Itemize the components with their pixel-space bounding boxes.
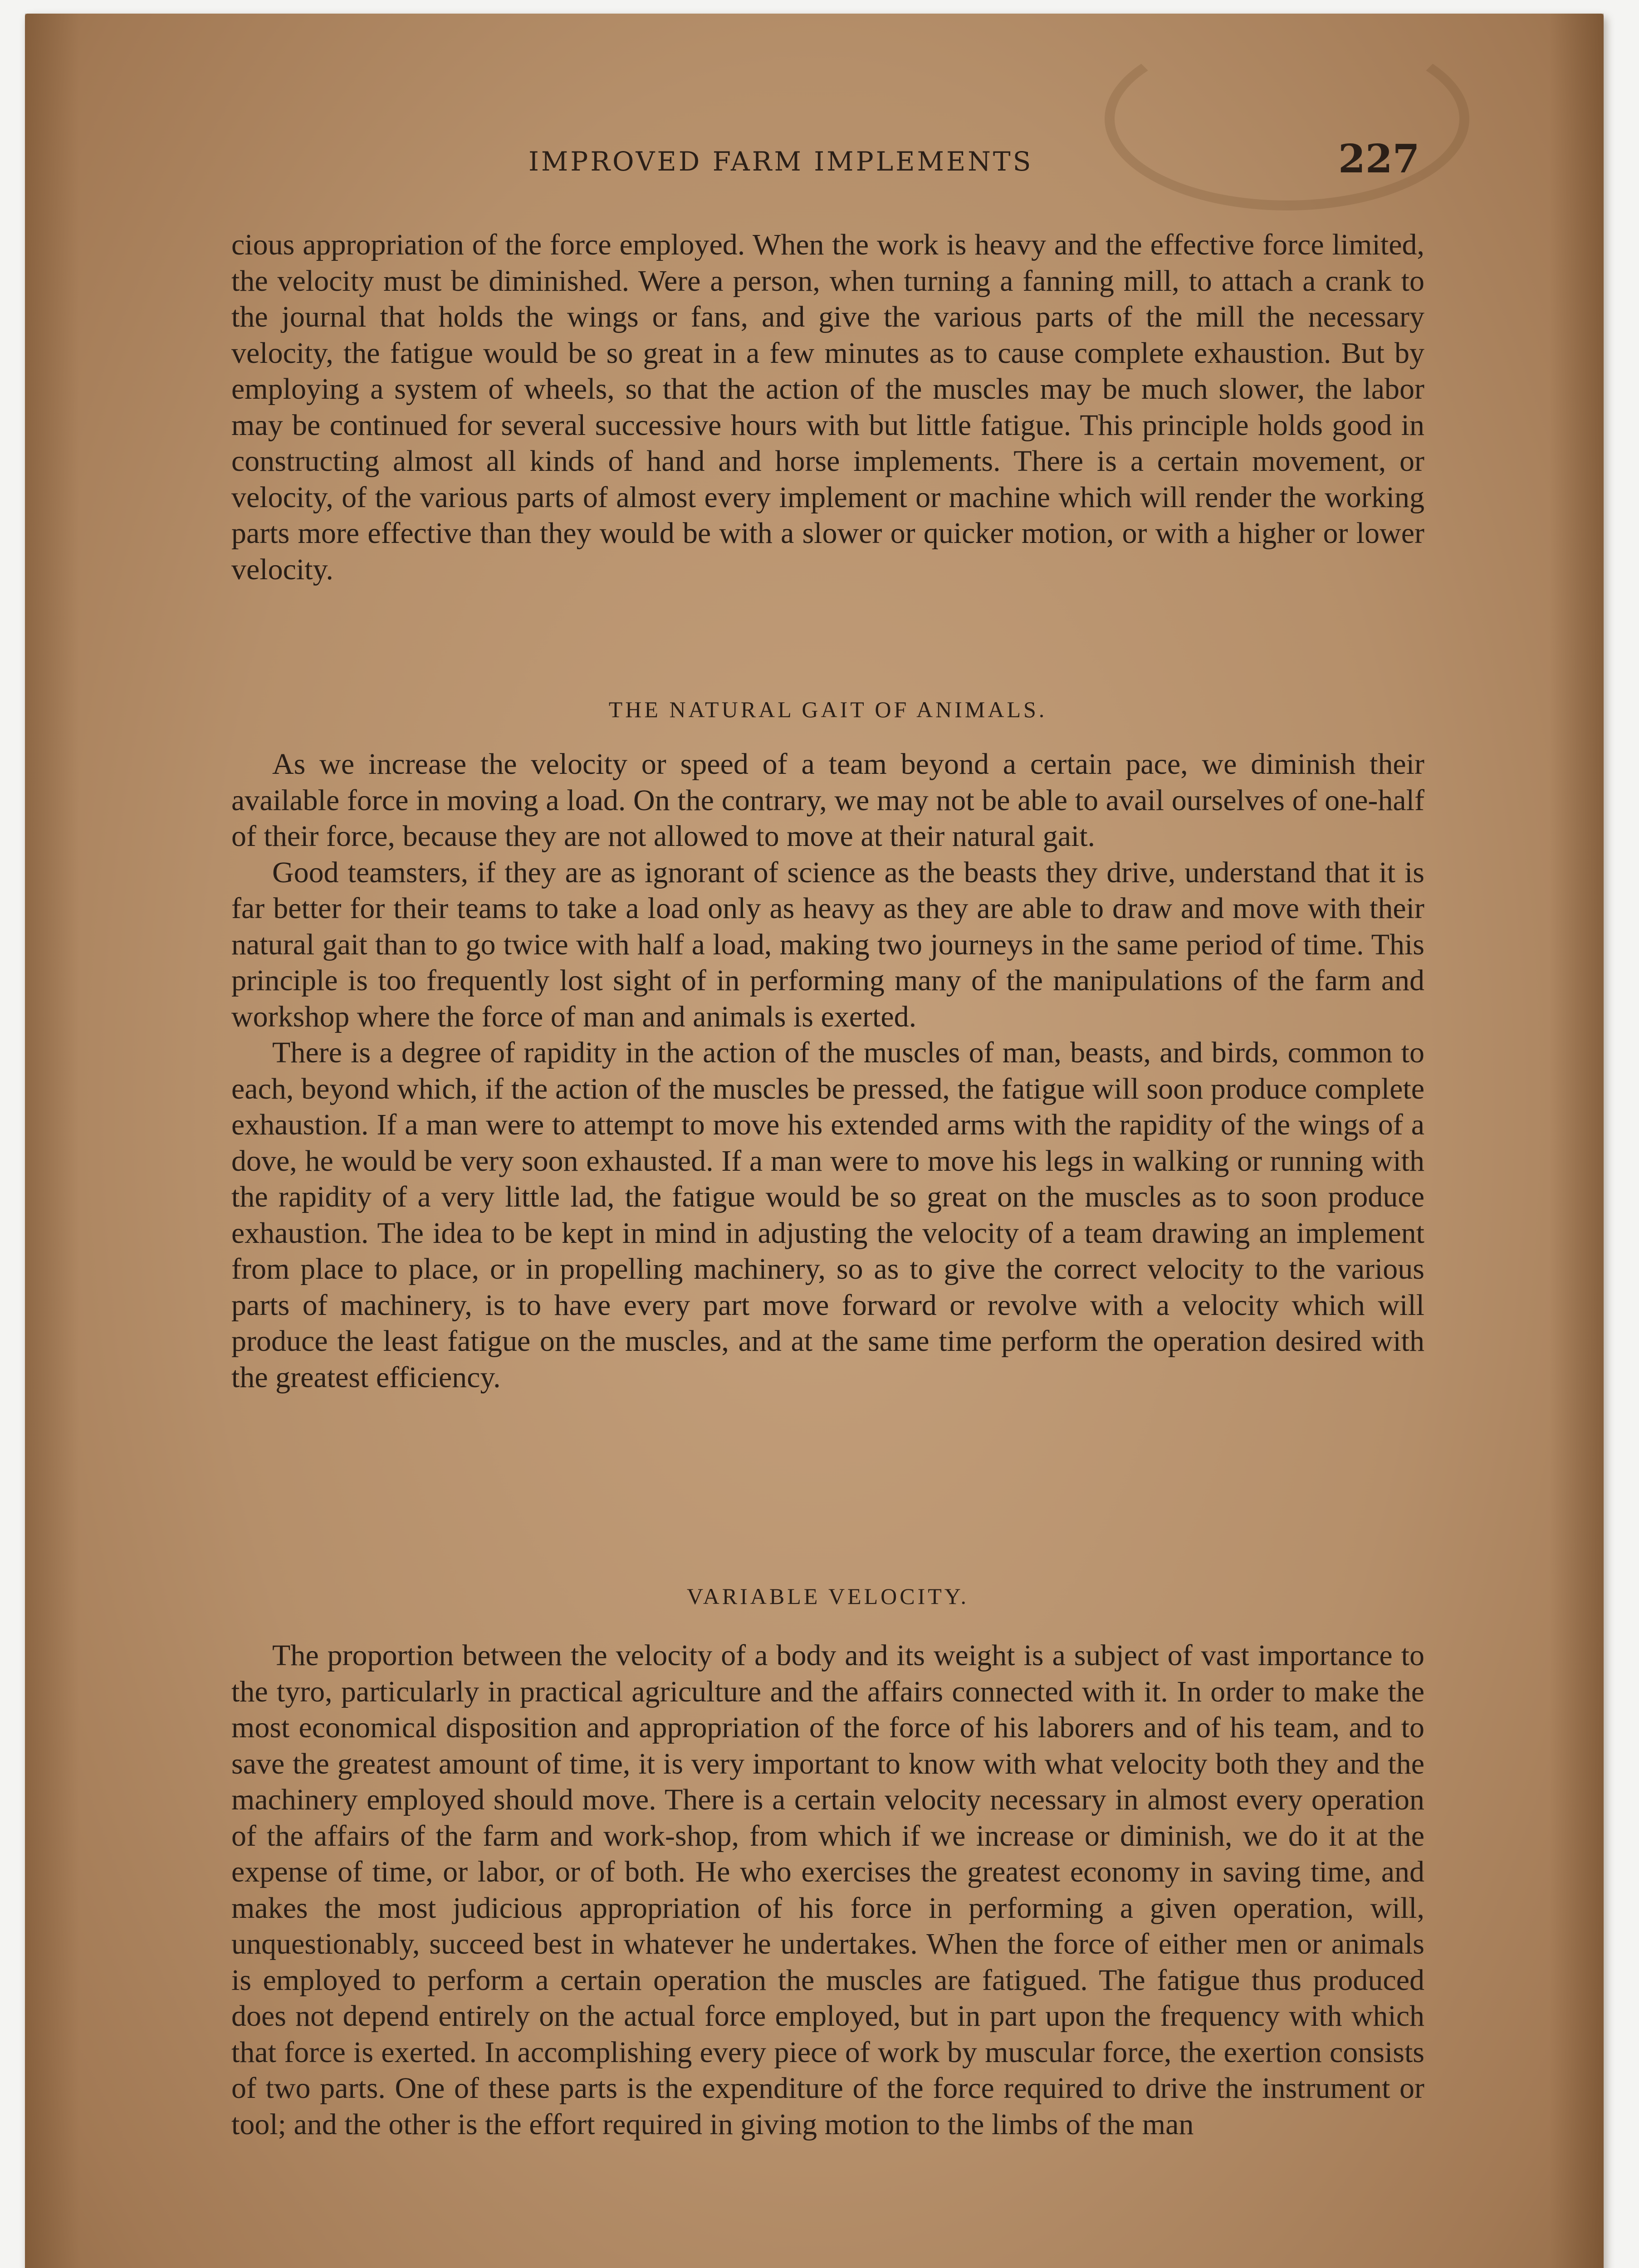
continuation-paragraph-block	[231, 227, 1424, 587]
natural-gait-body	[231, 746, 1424, 1395]
section-heading-natural-gait: THE NATURAL GAIT OF ANIMALS.	[608, 697, 1047, 722]
running-head: IMPROVED FARM IMPLEMENTS	[528, 146, 1033, 177]
paragraph: There is a degree of rapidity in the action of the muscles of man, beasts, and birds, common to each, beyond which, if the action of the muscles be pressed, the fatigue will soon produce complete exhaustion. If a man were to attempt to move his extended arms with the rapidity of the wings of a dove, he would be very soon exhausted. If a man were to move his legs in walking or running with the rapidity of a very little lad, the fatigue would be so great on the muscles as to soon produce exhaustion. The idea to be kept in mind in adjusting the velocity of a team drawing an implement from place to place, or in propelling machinery, so as to give the correct velocity to the various parts of machinery, is to have every part move forward or revolve with a velocity which will produce the least fatigue on the muscles, and at the same time perform the operation desired with the greatest efficiency.	[231, 1036, 1424, 1394]
page-edge-shading-right	[1549, 14, 1604, 2268]
water-stain	[1105, 27, 1469, 210]
paragraph: The proportion between the velocity of a body and its weight is a subject of vast importance to the tyro, particularly in practical agriculture and the affairs connected with it. In order to make the most economical disposition and appropriation of the force of his laborers and of his team, and to save the greatest amount of time, it is very important to know with what velocity both they and the machinery employed should move. There is a certain velocity necessary in almost every operation of the affairs of the farm and work-shop, from which if we increase or diminish, we do it at the expense of time, or labor, or of both. He who exercises the greatest economy in saving time, and makes the most judicious appropriation of his force in performing a given operation, will, unquestionably, succeed best in whatever he undertakes. When the force of either men or animals is employed to perform a certain operation the muscles are fatigued. The fatigue thus produced does not depend entirely on the actual force employed, but in part upon the frequency with which that force is exerted. In accomplishing every piece of work by muscular force, the exertion consists of two parts. One of these parts is the expenditure of the force required to drive the instrument or tool; and the other is the effort required in giving motion to the limbs of the man	[231, 1639, 1424, 2141]
paragraph: As we increase the velocity or speed of a team beyond a certain pace, we diminish their available force in moving a load. On the contrary, we may not be able to avail ourselves of one-half of their force, because they are not allowed to move at their natural gait.	[231, 748, 1424, 853]
paragraph: Good teamsters, if they are as ignorant of science as the beasts they drive, understand that it is far better for their teams to take a load only as heavy as they are able to draw and move with their natural gait than to go twice with half a load, making two journeys in the same period of time. This principle is too frequently lost sight of in performing many of the manipulations of the farm and workshop where the force of man and animals is exerted.	[231, 855, 1424, 1033]
variable-velocity-body	[231, 1637, 1424, 2142]
continuation-paragraph: cious appropriation of the force employed. When the work is heavy and the effective force limited, the velocity must be diminished. Were a person, when turning a fanning mill, to attach a crank to the journal that holds the wings or fans, and give the various parts of the mill the necessary velocity, the fatigue would be so great in a few minutes as to cause complete exhaustion. But by employing a system of wheels, so that the action of the muscles may be much slower, the labor may be continued for several successive hours with but little fatigue. This principle holds good in constructing almost all kinds of hand and horse implements. There is a certain movement, or velocity, of the various parts of almost every implement or machine which will render the working parts more effective than they would be with a slower or quicker motion, or with a higher or lower velocity.	[231, 228, 1424, 586]
book-page	[25, 14, 1604, 2268]
section-heading-variable-velocity: VARIABLE VELOCITY.	[687, 1584, 969, 1609]
page-edge-shading-left	[25, 14, 79, 2268]
page-number: 227	[1338, 136, 1420, 182]
